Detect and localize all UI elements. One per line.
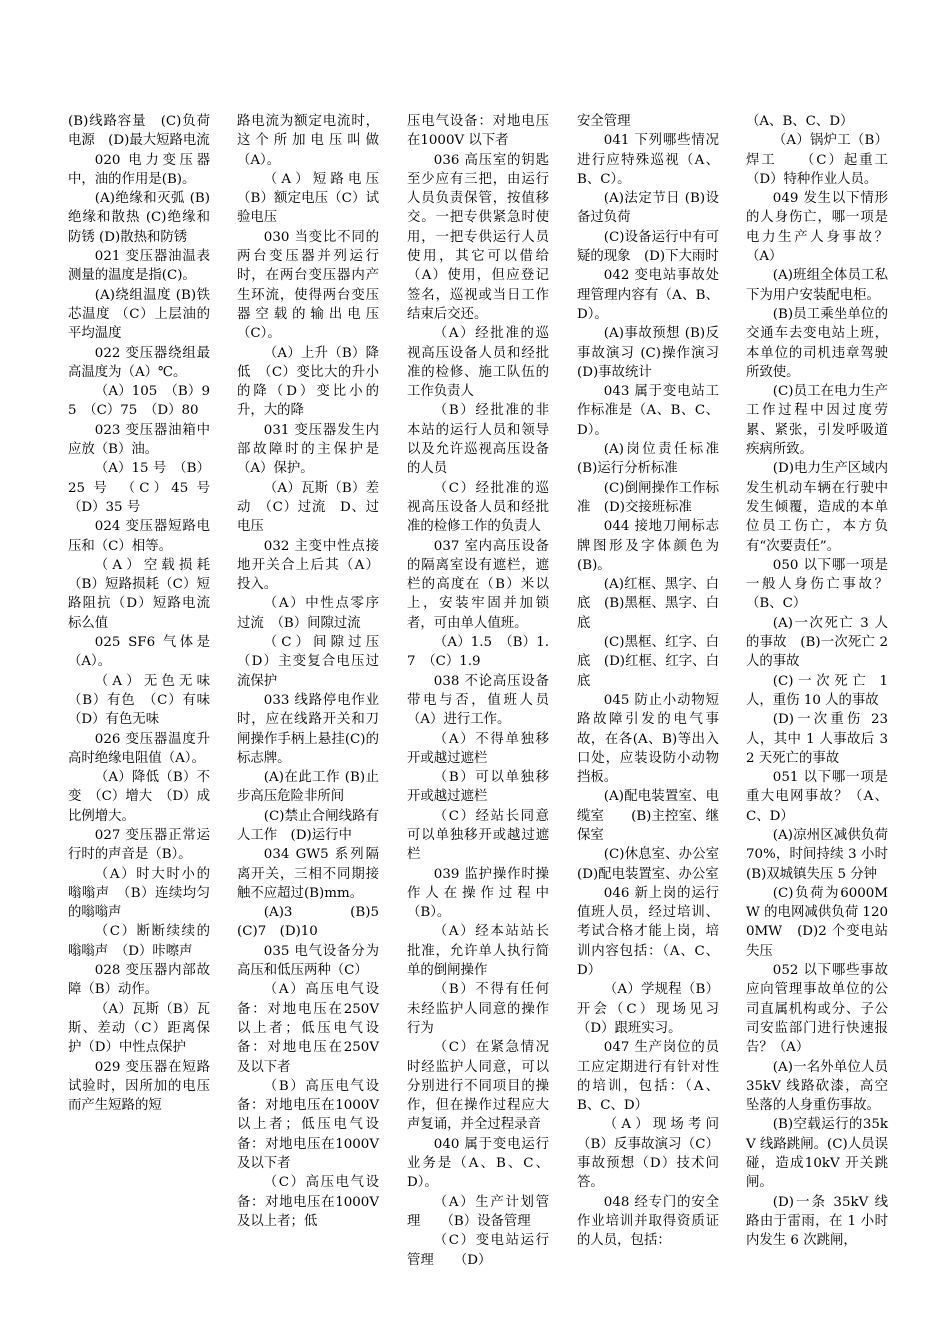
paragraph: 034 GW5 系列隔离开关，三相不同期接触不应超过(B)mm。 <box>237 847 379 901</box>
paragraph: (A)在此工作 (B)止步高压危险非所间 <box>237 770 379 805</box>
paragraph: 038 不论高压设备带电与否，值班人员（A）进行工作。 <box>407 673 549 728</box>
paragraph: (A)一次死亡 3 人的事故 (B)一次死亡 2 人的事故 <box>746 615 888 670</box>
paragraph: （A）空载损耗 （B）短路损耗（C）短路阻抗（D）短路电流标么值 <box>68 557 224 631</box>
paragraph: (C)员工在电力生产工作过程中因过度劳累、紧张，引发呼吸道疾病所致。 <box>746 384 888 458</box>
paragraph: 039 监护操作时操作人在操作过程中（B）。 <box>407 866 549 921</box>
paragraph: （A）高压电气设备：对地电压在250V 以上者；低压电气设备：对地电压在250V 及以下者 <box>237 982 379 1075</box>
paragraph: (A)绝缘和灭弧 (B)绝缘和散热 (C)绝缘和防锈 (D)散热和防锈 <box>68 191 210 245</box>
paragraph: 023 变压器油箱中应放（B）油。 <box>68 422 210 458</box>
paragraph: （A）15 号 （B）25 号 （C）45 号 （D）35 号 <box>68 461 224 515</box>
paragraph: （A）短路电压（B）额定电压（C）试验电压 <box>237 171 379 226</box>
paragraph: (D)电力生产区域内发生机动车辆在行驶中发生倾覆，造成的本单位员工伤亡，本方负有“次要责任”。 <box>746 461 888 554</box>
paragraph: （B）不得有任何未经监护人同意的操作行为 <box>407 982 549 1036</box>
paragraph: （A）不得单独移开或越过遮栏 <box>407 731 549 766</box>
paragraph: （A）经批准的巡视高压设备人员和经批准的检修、施工队伍的工作负责人 <box>407 326 549 400</box>
paragraph: （A）现场考问（B）反事故演习（C）事故预想（D）技术问答。 <box>577 1117 719 1191</box>
paragraph: 041 下列哪些情况进行应特殊巡视（A、B、C）。 <box>577 133 719 187</box>
paragraph: (C)负荷为6000MW 的电网减供负荷 1200MW (D)2 个变电站失压 <box>746 885 888 959</box>
paragraph: (A)事故预想 (B)反事故演习 (C)操作演习 (D)事故统计 <box>577 326 733 380</box>
paragraph: 029 变压器在短路试验时，因所加的电压而产生短路的短 <box>68 1059 210 1114</box>
paragraph: 020 电力变压器中，油的作用是(B)。 <box>68 152 210 187</box>
paragraph: (D)一条 35kV 线路由于雷雨，在 1 小时内发生 6 次跳闸， <box>746 1194 888 1249</box>
paragraph: 037 室内高压设备的隔离室设有遮栏，遮栏的高度在（B）米以上，安装牢固并加锁者，可由单人值班。 <box>407 538 549 631</box>
paragraph: (A)班组全体员工私下为用户安装配电柜。 <box>746 268 888 303</box>
paragraph: （A）1.5 （B）1.7 （C）1.9 <box>407 635 549 670</box>
paragraph: （A）经本站站长批准，允许单人执行简单的倒闸操作 <box>407 924 549 979</box>
text-column-3 <box>407 112 549 1312</box>
paragraph: 032 主变中性点接地开关合上后其（A）投入。 <box>237 538 379 593</box>
paragraph: 048 经专门的安全作业培训并取得资质证的人员，包括： <box>577 1194 719 1249</box>
paragraph: (A)凉州区减供负荷 70%，时间持续 3 小时 (B)双城镇失压 5 分钟 <box>746 827 902 882</box>
paragraph: （B）经批准的非本站的运行人员和领导以及允许巡视高压设备的人员 <box>407 403 549 477</box>
paragraph: （A）生产计划管理 （B）设备管理 <box>407 1194 549 1229</box>
paragraph: 045 防止小动物短路故障引发的电气事故，在各(A、B)等出入口处，应装设防小动物挡板。 <box>577 692 719 786</box>
paragraph: (C)黑框、红字、白底 (D)红框、红字、白底 <box>577 635 719 689</box>
paragraph: （C）间隙过压（D）主变复合电压过流保护 <box>237 635 379 689</box>
paragraph: 046 新上岗的运行值班人员，经过培训、考试合格才能上岗，培训内容包括：（A、C、D） <box>577 885 719 979</box>
paragraph: 047 生产岗位的员工应定期进行有针对性的培训，包括：（A、B、C、D） <box>577 1040 719 1114</box>
paragraph: 路电流为额定电流时，这个所加电压叫做（A）。 <box>237 114 379 168</box>
paragraph: （A）瓦斯（B）差动 （C）过流 D、过电压 <box>237 480 379 535</box>
text-column-4 <box>577 112 746 1312</box>
text-column-5 <box>746 112 902 1312</box>
text-column-2 <box>237 112 393 1312</box>
paragraph: （A）无色无味（B）有色 （C）有味 （D）有色无味 <box>68 673 224 728</box>
paragraph: （A）学规程（B）开会（C）现场见习（D）跟班实习。 <box>577 982 719 1036</box>
paragraph: 052 以下哪些事故应向管理事故单位的公司直属机构或分、子公司安监部门进行快速报告？（A） <box>746 963 888 1056</box>
paragraph: (C)休息室、办公室 (D)配电装置室、办公室 <box>577 847 746 882</box>
paragraph: 024 变压器短路电压和（C）相等。 <box>68 519 210 554</box>
paragraph: (C)设备运行中有可疑的现象 (D)下大雨时 <box>577 229 719 265</box>
paragraph: (D)一次重伤 23 人，其中 1 人事故后 32 天死亡的事故 <box>746 712 888 766</box>
paragraph: (A)法定节日 (B)设备过负荷 <box>577 191 719 226</box>
text-column-1 <box>68 112 224 1312</box>
paragraph: (A)3 (B)5 (C)7 (D)10 <box>237 905 393 940</box>
paragraph: (B)员工乘坐单位的交通车去变电站上班，本单位的司机违章驾驶所致使。 <box>746 306 888 380</box>
paragraph: （C）变电站运行管理 （D） <box>407 1233 549 1268</box>
paragraph: （A）上升（B）降低 （C）变比大的升小的降（D）变比小的升，大的降 <box>237 345 379 419</box>
paragraph: 026 变压器温度升高时绝缘电阻值（A）。 <box>68 731 210 766</box>
paragraph: 033 线路停电作业时，应在线路开关和刀闸操作手柄上悬挂(C)的标志牌。 <box>237 692 379 766</box>
paragraph: 022 变压器绕组最高温度为（A）℃。 <box>68 345 210 380</box>
paragraph: (A)岗位责任标准 (B)运行分析标准 <box>577 442 719 477</box>
paragraph: （C）在紧急情况时经监护人同意，可以分别进行不同项目的操作，但在操作过程应大声复诵，并全过程录音 <box>407 1040 549 1133</box>
paragraph: (B)空载运行的35kV 线路跳闸。(C)人员误碰，造成10kV 开关跳闸。 <box>746 1117 888 1191</box>
paragraph: （A、B、C、D） <box>746 114 854 129</box>
paragraph: (B)线路容量 (C)负荷电源 (D)最大短路电流 <box>68 114 210 149</box>
paragraph: 025 SF6 气体是（A）。 <box>68 635 210 670</box>
paragraph: 049 发生以下情形的人身伤亡，哪一项是电力生产人身事故？（A） <box>746 191 888 265</box>
paragraph: 028 变压器内部故障（B）动作。 <box>68 963 210 998</box>
paragraph: （C）经批准的巡视高压设备人员和经批准的检修工作的负责人 <box>407 480 549 535</box>
paragraph: 036 高压室的钥匙至少应有三把，由运行人员负责保管，按值移交。一把专供紧急时使用，一把专供运行人员使用，其它可以借给（A）使用，但应登记签名，巡视或当日工作结束后交还。 <box>407 152 549 322</box>
paragraph: （A）降低（B）不变 （C）增大 （D）成比例增大。 <box>68 770 210 824</box>
paragraph: 021 变压器油温表测量的温度是指(C)。 <box>68 249 210 284</box>
paragraph: 042 变电站事故处理管理内容有（A、B、D）。 <box>577 268 719 322</box>
paragraph: （C）经站长同意可以单独移开或越过遮栏 <box>407 808 549 863</box>
paragraph: （C）断断续续的嗡嗡声 （D）咔嚓声 <box>68 924 210 959</box>
paragraph: (A)绕组温度 (B)铁芯温度 （C）上层油的平均温度 <box>68 287 210 342</box>
paragraph: 044 接地刀闸标志牌图形及字体颜色为(B)。 <box>577 519 719 573</box>
paragraph: （B）可以单独移开或越过遮栏 <box>407 770 549 805</box>
paragraph: （C）高压电气设备：对地电压在1000V 及以上者；低 <box>237 1175 379 1229</box>
paragraph: 043 属于变电站工作标准是（A、B、C、D）。 <box>577 384 719 438</box>
paragraph: 050 以下哪一项是一般人身伤亡事故？（B、C） <box>746 557 888 612</box>
paragraph: 压电气设备：对地电压在1000V 以下者 <box>407 114 549 149</box>
paragraph: （A）中性点零序过流 （B）间隙过流 <box>237 596 379 631</box>
paragraph: （A）瓦斯（B）瓦斯、差动（C）距离保护（D）中性点保护 <box>68 1001 210 1056</box>
paragraph: 030 当变比不同的两台变压器并列运行时，在两台变压器内产生环流，使得两台变压器空载的输出电压（C）。 <box>237 229 379 342</box>
paragraph: (C)倒闸操作工作标准 (D)交接班标准 <box>577 480 719 515</box>
paragraph: (A)红框、黑字、白底 (B)黑框、黑字、白底 <box>577 577 719 631</box>
paragraph: 040 属于变电运行业务是（A、B、C、D）。 <box>407 1136 549 1191</box>
paragraph: （B）高压电气设备：对地电压在1000V 以上者；低压电气设备：对地电压在1000V 及以下者 <box>237 1078 379 1172</box>
paragraph: 安全管理 <box>577 114 631 129</box>
paragraph: （A）锅炉工（B）焊工 （C）起重工 （D）特种作业人员。 <box>746 133 902 187</box>
paragraph: 051 以下哪一项是重大电网事故？（A、C、D） <box>746 770 888 824</box>
paragraph: 035 电气设备分为高压和低压两种（C） <box>237 943 379 979</box>
paragraph: 027 变压器正常运行时的声音是（B）。 <box>68 827 210 863</box>
paragraph: (C)禁止合闸线路有人工作 (D)运行中 <box>237 808 379 843</box>
paragraph: （A）时大时小的嗡嗡声 （B）连续均匀的嗡嗡声 <box>68 866 210 921</box>
paragraph: (A)配电装置室、电缆室 (B)主控室、继保室 <box>577 789 719 843</box>
paragraph: 031 变压器发生内部故障时的主保护是（A）保护。 <box>237 422 379 477</box>
paragraph: (C)一次死亡 1 人，重伤 10 人的事故 <box>746 673 888 708</box>
paragraph: （A）105 （B）95 （C）75 （D）80 <box>68 384 210 419</box>
paragraph: (A)一名外单位人员 35kV 线路砍漆，高空坠落的人身重伤事故。 <box>746 1059 888 1114</box>
